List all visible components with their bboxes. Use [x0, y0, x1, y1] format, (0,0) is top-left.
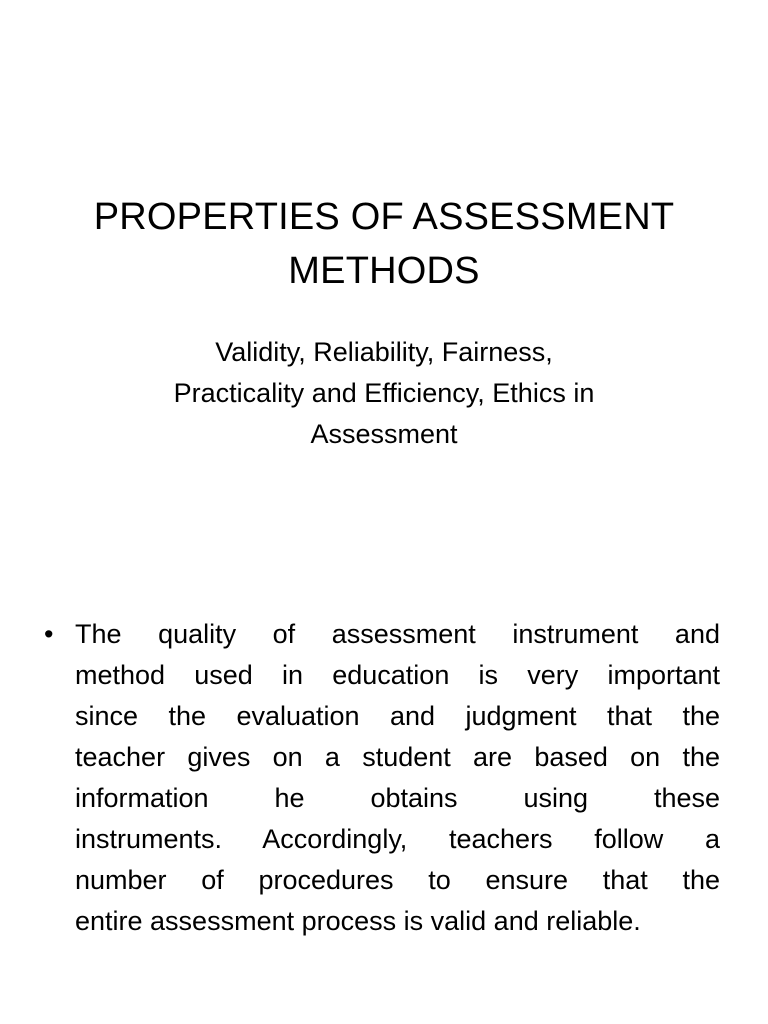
- body-line: instruments. Accordingly, teachers follow a: [75, 824, 720, 854]
- body-line: number of procedures to ensure that the: [75, 865, 720, 895]
- title-line: METHODS: [288, 250, 480, 292]
- slide-subtitle: [80, 332, 688, 455]
- title-line: PROPERTIES OF ASSESSMENT: [93, 196, 675, 238]
- subtitle-line: Validity, Reliability, Fairness,: [215, 337, 553, 367]
- subtitle-line: Assessment: [310, 419, 458, 449]
- bullet-text: [75, 614, 720, 942]
- slide-title: [60, 190, 708, 298]
- body-line: information he obtains using these: [75, 783, 720, 813]
- body-line: since the evaluation and judgment that the: [75, 701, 720, 731]
- subtitle-line: Practicality and Efficiency, Ethics in: [173, 378, 595, 408]
- body-line: teacher gives on a student are based on the: [75, 742, 720, 772]
- body-line: method used in education is very important: [75, 660, 720, 690]
- bullet-marker: •: [44, 619, 54, 649]
- body-line: The quality of assessment instrument and: [75, 619, 720, 649]
- body-line: entire assessment process is valid and reliable.: [75, 906, 641, 936]
